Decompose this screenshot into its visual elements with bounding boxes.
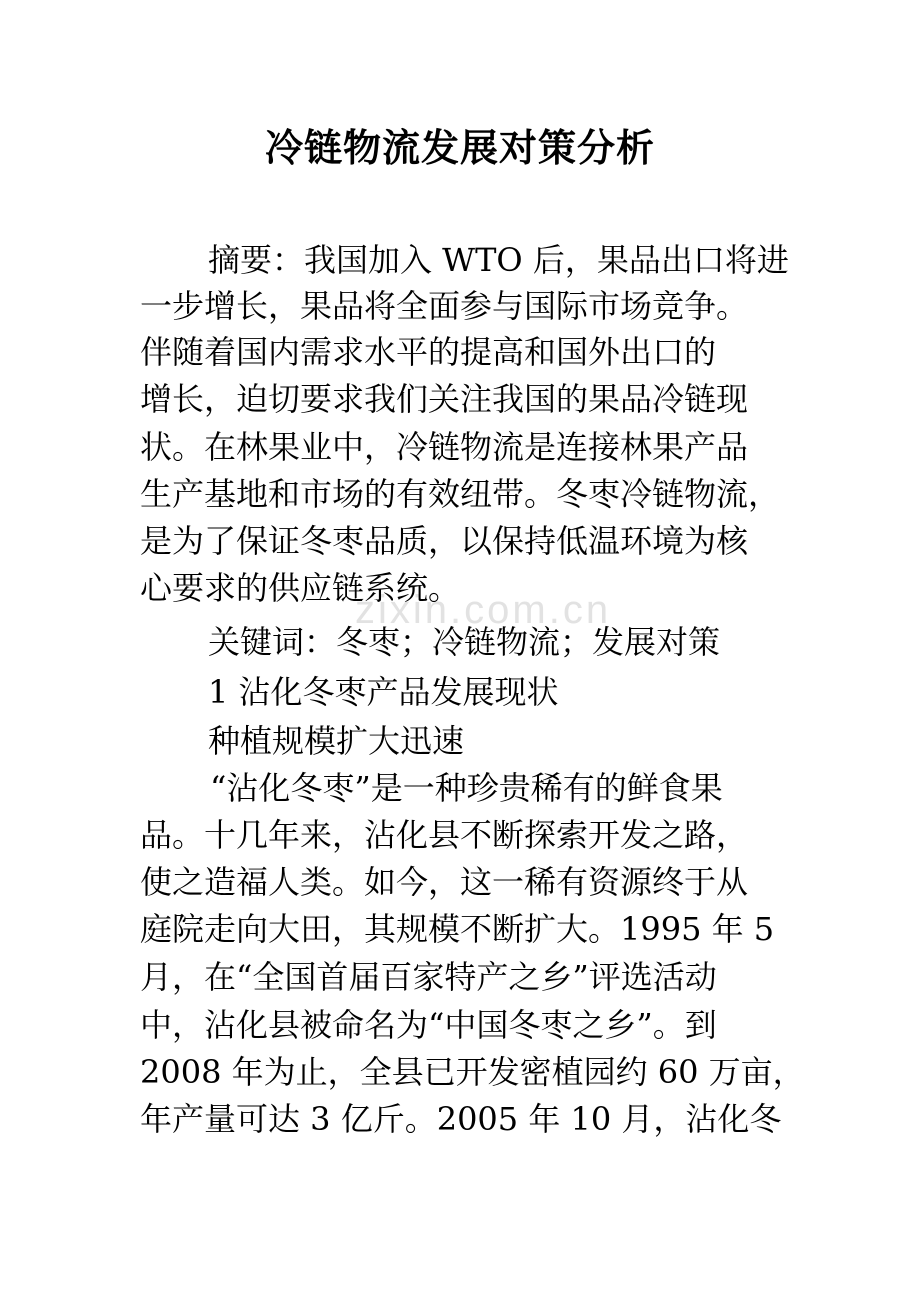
body-line-7: 2008 年为止，全县已开发密植园约 60 万亩， <box>140 1053 805 1091</box>
subsection-heading: 种植规模扩大迅速 <box>208 722 465 760</box>
body-line-5: 月，在“全国首届百家特产之乡”评选活动 <box>140 958 717 996</box>
body-line-8: 年产量可达 3 亿斤。2005 年 10 月，沾化冬 <box>140 1100 782 1138</box>
abstract-line-3: 伴随着国内需求水平的提高和国外出口的 <box>140 333 717 371</box>
abstract-line-1: 摘要：我国加入 WTO 后，果品出口将进 <box>208 241 789 279</box>
abstract-line-4: 增长，迫切要求我们关注我国的果品冷链现 <box>140 380 749 418</box>
body-line-2: 品。十几年来，沾化县不断探索开发之路， <box>140 816 749 854</box>
body-line-6: 中，沾化县被命名为“中国冬枣之乡”。到 <box>140 1006 717 1044</box>
abstract-line-7: 是为了保证冬枣品质，以保持低温环境为核 <box>140 522 749 560</box>
document-title: 冷链物流发展对策分析 <box>264 125 655 170</box>
abstract-line-5: 状。在林果业中，冷链物流是连接林果产品 <box>140 428 749 466</box>
section-heading: 1 沾化冬枣产品发展现状 <box>208 673 559 711</box>
abstract-line-2: 一步增长，果品将全面参与国际市场竞争。 <box>140 287 749 325</box>
keywords-line: 关键词：冬枣；冷链物流；发展对策 <box>208 623 721 661</box>
body-line-1: “沾化冬枣”是一种珍贵稀有的鲜食果 <box>210 769 723 807</box>
watermark: zixin.com.cn <box>355 588 612 632</box>
abstract-line-6: 生产基地和市场的有效纽带。冬枣冷链物流， <box>140 475 781 513</box>
abstract-line-8: 心要求的供应链系统。 <box>140 569 461 607</box>
body-line-4: 庭院走向大田，其规模不断扩大。1995 年 5 <box>140 910 775 948</box>
body-line-3: 使之造福人类。如今，这一稀有资源终于从 <box>140 863 749 901</box>
